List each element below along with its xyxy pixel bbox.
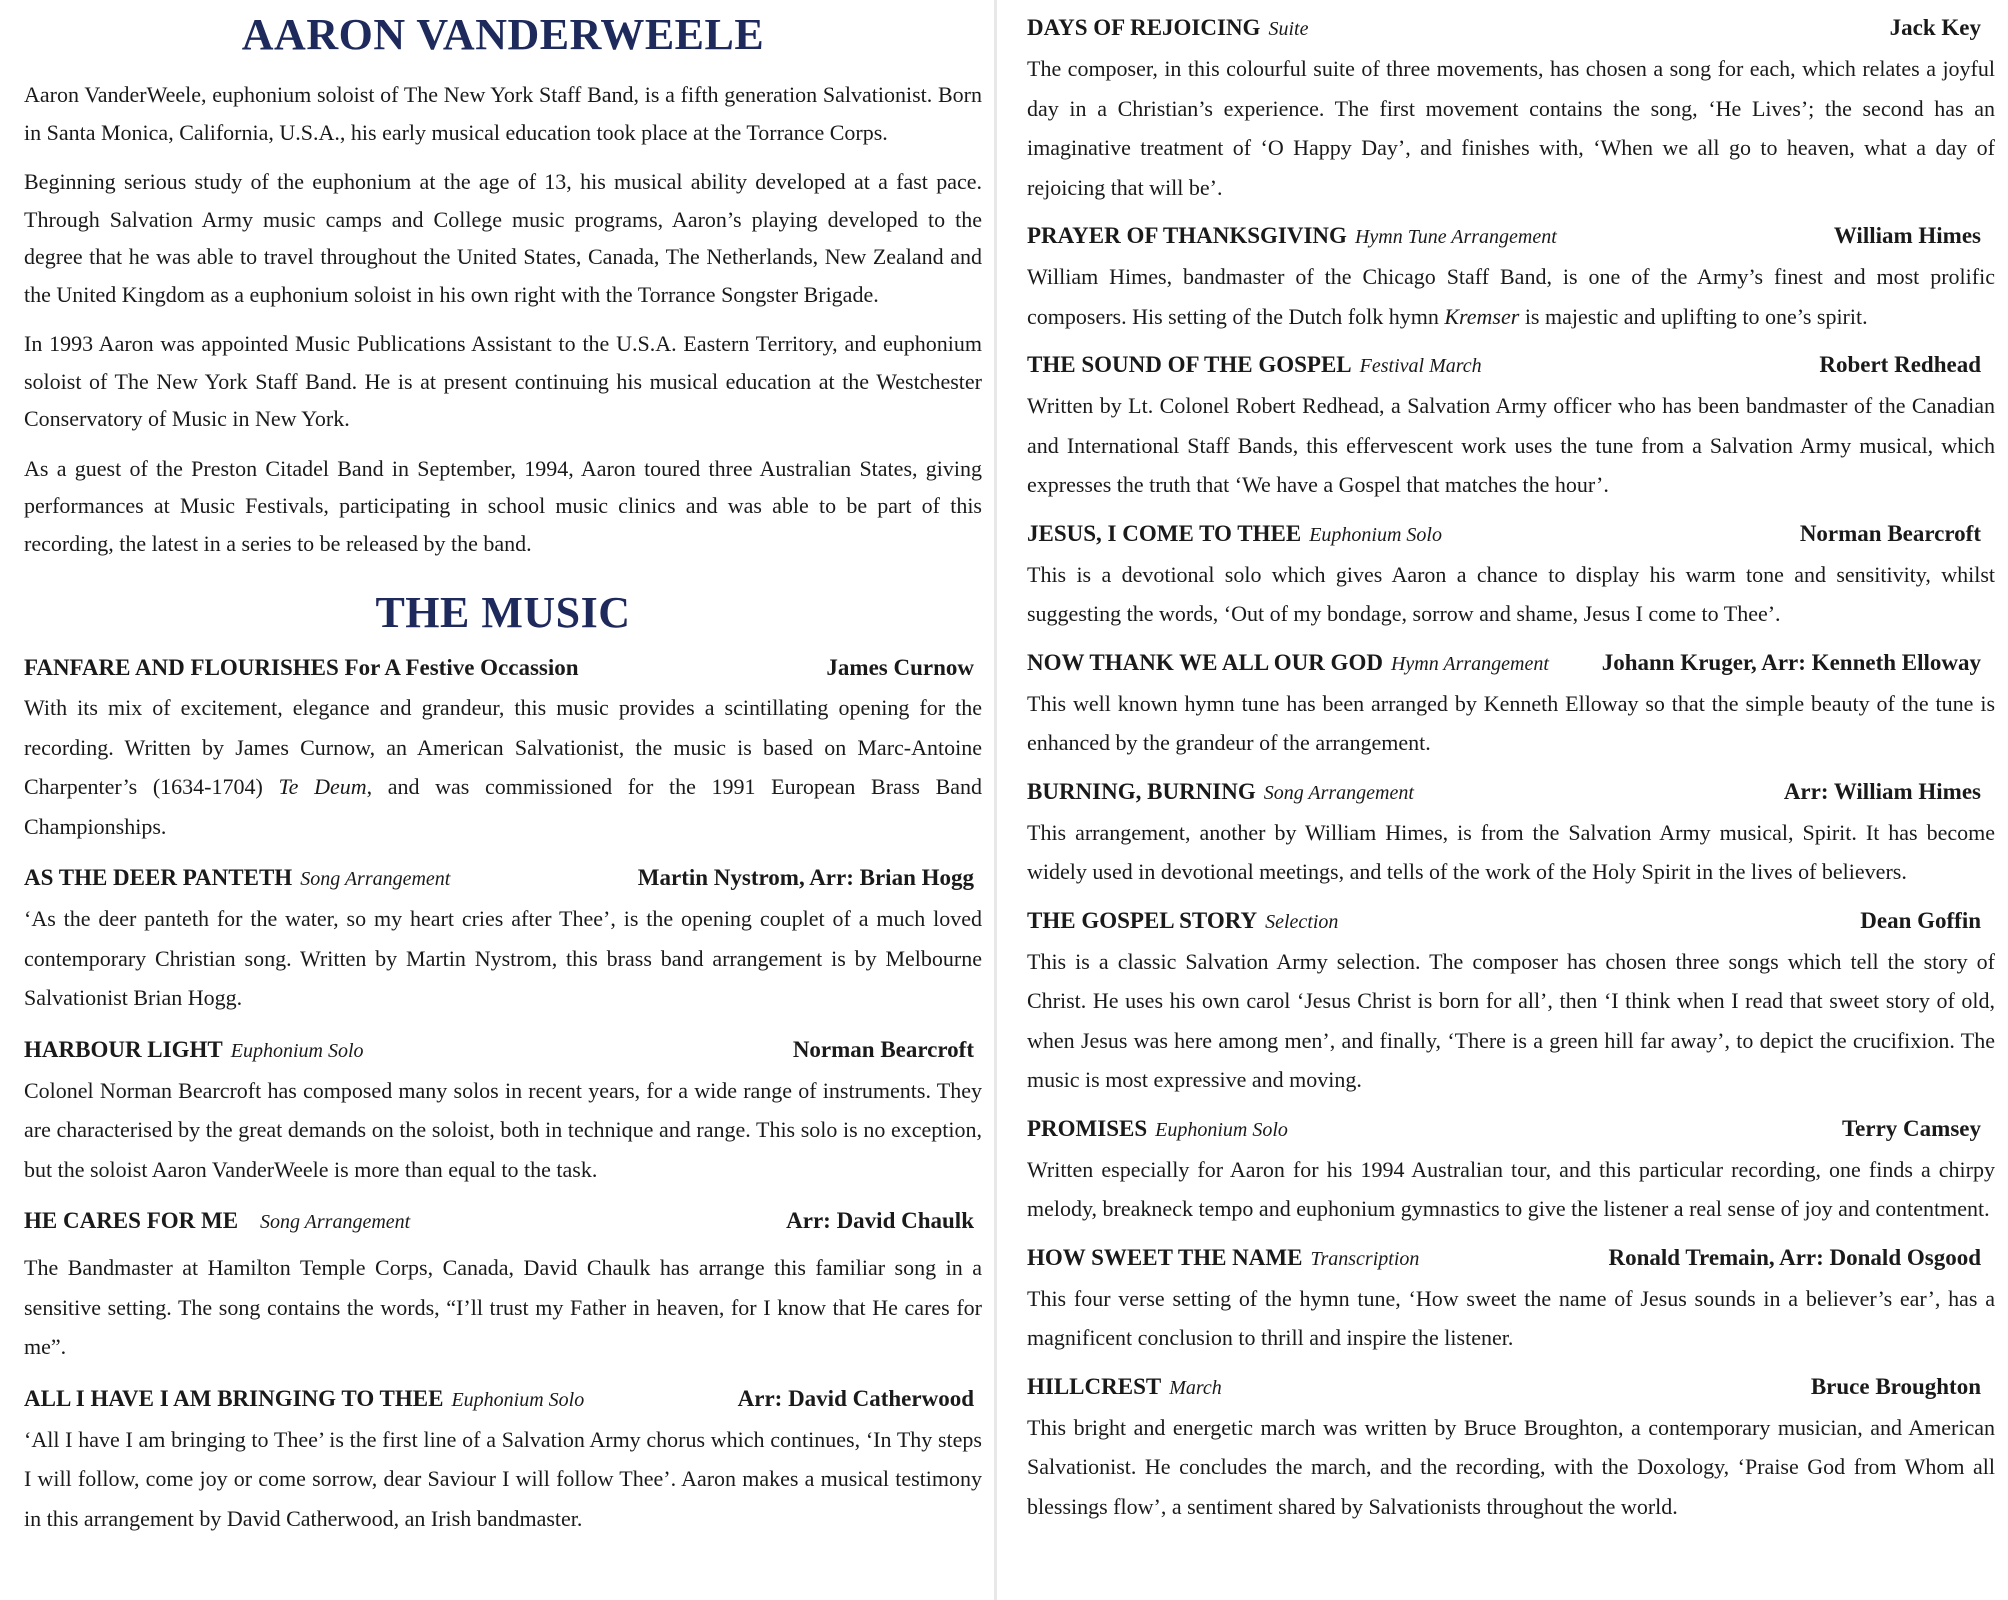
entry-composer: Arr: David Chaulk xyxy=(786,1208,974,1233)
entry-header xyxy=(1027,1369,1995,1406)
entry-type: March xyxy=(1169,1376,1222,1399)
entry-composer: Martin Nystrom, Arr: Brian Hogg xyxy=(637,865,974,890)
music-entry xyxy=(24,1032,982,1190)
entry-title: HARBOUR LIGHT xyxy=(24,1036,223,1062)
entry-header xyxy=(24,1203,982,1240)
entry-composer: Robert Redhead xyxy=(1819,352,1981,377)
entry-title: PROMISES xyxy=(1027,1115,1148,1141)
entry-title: BURNING, BURNING xyxy=(1027,778,1256,804)
entry-title: HOW SWEET THE NAME xyxy=(1027,1244,1303,1270)
entry-title: DAYS OF REJOICING xyxy=(1027,15,1261,40)
entry-composer: Jack Key xyxy=(1889,15,1981,40)
entry-title: NOW THANK WE ALL OUR GOD xyxy=(1027,649,1383,675)
entry-title: JESUS, I COME TO THEE xyxy=(1027,520,1302,546)
music-entry xyxy=(24,1203,982,1367)
entry-composer: William Himes xyxy=(1833,223,1981,248)
entry-type: Selection xyxy=(1265,910,1339,933)
entry-title: FANFARE AND FLOURISHES For A Festive Occassion xyxy=(24,655,579,680)
entry-type: Euphonium Solo xyxy=(1309,523,1442,546)
entry-description: ‘All I have I am bringing to Thee’ is the first line of a Salvation Army chorus which continues, ‘In Thy steps I will follow, come joy or come sorrow, dear Saviour I will follow Thee’. Aaron makes a musical testimony in this arrangement by David Catherwood, an Irish bandmaster. xyxy=(24,1426,982,1531)
music-entry xyxy=(1027,347,1995,505)
entry-type: Hymn Arrangement xyxy=(1390,652,1549,675)
entry-composer: James Curnow xyxy=(826,655,974,680)
entry-title: HILLCREST xyxy=(1027,1373,1162,1399)
music-entry xyxy=(24,650,982,846)
page-divider xyxy=(994,0,997,1600)
bio-paragraph: Aaron VanderWeele, euphonium soloist of The New York Staff Band, is a fifth generation Salvationist. Born in Santa Monica, California, U.S.A., his early musical education took place at the Torrance Corps. xyxy=(24,82,982,145)
entry-composer: Terry Camsey xyxy=(1841,1115,1981,1141)
right-page xyxy=(1027,10,1995,1537)
music-entry xyxy=(24,1381,982,1539)
music-entry xyxy=(1027,516,1995,634)
entry-type: Festival March xyxy=(1359,355,1482,377)
entry-description: This well known hymn tune has been arranged by Kenneth Elloway so that the simple beauty of the tune is enhanced by the grandeur of the arrangement. xyxy=(1027,690,1995,755)
entry-title: THE GOSPEL STORY xyxy=(1027,907,1258,933)
entry-type: Song Arrangement xyxy=(260,1211,411,1233)
bio-paragraph: Beginning serious study of the euphonium at the age of 13, his musical ability developed at a fast pace. Through Salvation Army music camps and College music programs, Aaron’s playing developed to the degree that he was able to travel throughout the United States, Canada, The Netherlands, New Zealand and the United Kingdom as a euphonium soloist in his own right with the Torrance Songster Brigade. xyxy=(24,169,982,307)
entry-header xyxy=(1027,218,1995,255)
entry-title: AS THE DEER PANTETH xyxy=(24,865,293,890)
entry-type: Hymn Tune Arrangement xyxy=(1354,226,1557,248)
entry-header xyxy=(24,650,982,686)
bio-paragraph: In 1993 Aaron was appointed Music Publications Assistant to the U.S.A. Eastern Territory, and euphonium soloist of The New York Staff Band. He is at present continuing his musical education at the Westchester Conservatory of Music in New York. xyxy=(24,331,982,431)
music-entry xyxy=(1027,903,1995,1100)
entry-description: Written by Lt. Colonel Robert Redhead, a Salvation Army officer who has been bandmaster of the Canadian and International Staff Bands, this effervescent work uses the tune from a Salvation Army musical, which expresses the truth that ‘We have a Gospel that matches the hour’. xyxy=(1027,393,1995,497)
entry-description: William Himes, bandmaster of the Chicago Staff Band, is one of the Army’s finest and most prolific composers. His setting of the Dutch folk hymn Kremser is majestic and uplifting to one’s spirit. xyxy=(1027,264,1995,329)
entry-composer: Bruce Broughton xyxy=(1810,1373,1981,1399)
entry-composer: Arr: David Catherwood xyxy=(737,1385,974,1411)
entry-header xyxy=(1027,10,1995,47)
music-entry xyxy=(1027,218,1995,336)
entry-type: Euphonium Solo xyxy=(230,1039,364,1062)
music-entry xyxy=(1027,10,1995,207)
entry-description: With its mix of excitement, elegance and grandeur, this music provides a scintillating opening for the recording. Written by James Curnow, an American Salvationist, the music is based on Marc-Antoine Charpenter’s (1634-1704) Te Deum, and was commissioned for the 1991 European Brass Band Championships. xyxy=(24,695,983,839)
left-page xyxy=(24,0,982,1552)
entry-description: This arrangement, another by William Himes, is from the Salvation Army musical, Spirit. It has become widely used in devotional meetings, and tells of the work of the Holy Spirit in the lives of believers. xyxy=(1027,819,1995,884)
entry-composer: Dean Goffin xyxy=(1860,907,1981,933)
music-entry xyxy=(1027,1111,1995,1229)
music-entry xyxy=(24,860,982,1018)
entry-composer: Johann Kruger, Arr: Kenneth Elloway xyxy=(1601,649,1981,675)
entry-type: Euphonium Solo xyxy=(1155,1118,1288,1141)
entry-title: THE SOUND OF THE GOSPEL xyxy=(1027,352,1352,377)
entry-header xyxy=(24,1381,982,1418)
entry-composer: Ronald Tremain, Arr: Donald Osgood xyxy=(1608,1244,1981,1270)
entry-type: Suite xyxy=(1268,18,1309,40)
entry-description: This bright and energetic march was written by Bruce Broughton, a contemporary musician, and American Salvationist. He concludes the march, and the recording, with the Doxology, ‘Praise God from Whom all blessings flow’, a sentiment shared by Salvationists throughout the world. xyxy=(1027,1414,1995,1519)
entry-description: ‘As the deer panteth for the water, so my heart cries after Thee’, is the opening couplet of a much loved contemporary Christian song. Written by Martin Nystrom, this brass band arrangement is by Melbourne Salvationist Brian Hogg. xyxy=(24,906,982,1010)
music-entry xyxy=(1027,645,1995,763)
entry-header xyxy=(1027,774,1995,811)
entry-description: Colonel Norman Bearcroft has composed many solos in recent years, for a wide range of instruments. They are characterised by the great demands on the soloist, both in technique and range. This solo is no exception, but the soloist Aaron VanderWeele is more than equal to the task. xyxy=(24,1077,982,1182)
entry-composer: Arr: William Himes xyxy=(1783,778,1981,804)
music-entry xyxy=(1027,1369,1995,1527)
entry-header xyxy=(1027,1111,1995,1148)
music-entry xyxy=(1027,774,1995,892)
entry-header xyxy=(1027,1240,1995,1277)
entry-title: ALL I HAVE I AM BRINGING TO THEE xyxy=(24,1385,444,1411)
entry-type: Transcription xyxy=(1310,1247,1420,1270)
entry-description: The Bandmaster at Hamilton Temple Corps, Canada, David Chaulk has arrange this familiar song in a sensitive setting. The song contains the words, “I’ll trust my Father in heaven, for I know that He cares for me”. xyxy=(24,1255,982,1359)
entry-header xyxy=(1027,347,1995,384)
bio-paragraph: As a guest of the Preston Citadel Band in September, 1994, Aaron toured three Australian States, giving performances at Music Festivals, participating in school music clinics and was able to be part of this recording, the latest in a series to be released by the band. xyxy=(24,455,982,556)
entry-type: Euphonium Solo xyxy=(451,1388,585,1411)
entry-type: Song Arrangement xyxy=(1263,781,1414,804)
entry-description: Written especially for Aaron for his 1994 Australian tour, and this particular recording, one finds a chirpy melody, breakneck tempo and euphonium gymnastics to give the listener a real sense of joy and contentment. xyxy=(1027,1156,1995,1221)
entry-header xyxy=(24,1032,982,1069)
entry-description: The composer, in this colourful suite of three movements, has chosen a song for each, which relates a joyful day in a Christian’s experience. The first movement contains the song, ‘He Lives’; the second has an imaginative treatment of ‘O Happy Day’, and finishes with, ‘When we all go to heaven, what a day of rejoicing that will be’. xyxy=(1027,56,1995,200)
entry-composer: Norman Bearcroft xyxy=(1799,520,1981,546)
entry-header xyxy=(1027,903,1995,940)
music-title: THE MUSIC xyxy=(375,588,631,637)
entry-title: HE CARES FOR ME xyxy=(24,1208,239,1233)
entry-header xyxy=(24,860,982,897)
entry-header xyxy=(1027,516,1995,553)
entry-header xyxy=(1027,645,1995,682)
entry-composer: Norman Bearcroft xyxy=(792,1036,974,1062)
entry-description: This is a devotional solo which gives Aaron a chance to display his warm tone and sensitivity, whilst suggesting the words, ‘Out of my bondage, sorrow and shame, Jesus I come to Thee’. xyxy=(1027,561,1995,626)
entry-type: Song Arrangement xyxy=(300,868,451,890)
entry-description: This four verse setting of the hymn tune, ‘How sweet the name of Jesus sounds in a believer’s ear’, has a magnificent conclusion to thrill and inspire the listener. xyxy=(1027,1285,1995,1350)
entry-title: PRAYER OF THANKSGIVING xyxy=(1027,223,1347,248)
bio-title: AARON VANDERWEELE xyxy=(241,10,765,59)
entry-description: This is a classic Salvation Army selection. The composer has chosen three songs which tell the story of Christ. He uses his own carol ‘Jesus Christ is born for all’, then ‘I think when I read that sweet story of old, when Jesus was here among men’, and finally, ‘There is a green hill far away’, to depict the crucifixion. The music is most expressive and moving. xyxy=(1027,948,1995,1092)
music-entry xyxy=(1027,1240,1995,1358)
